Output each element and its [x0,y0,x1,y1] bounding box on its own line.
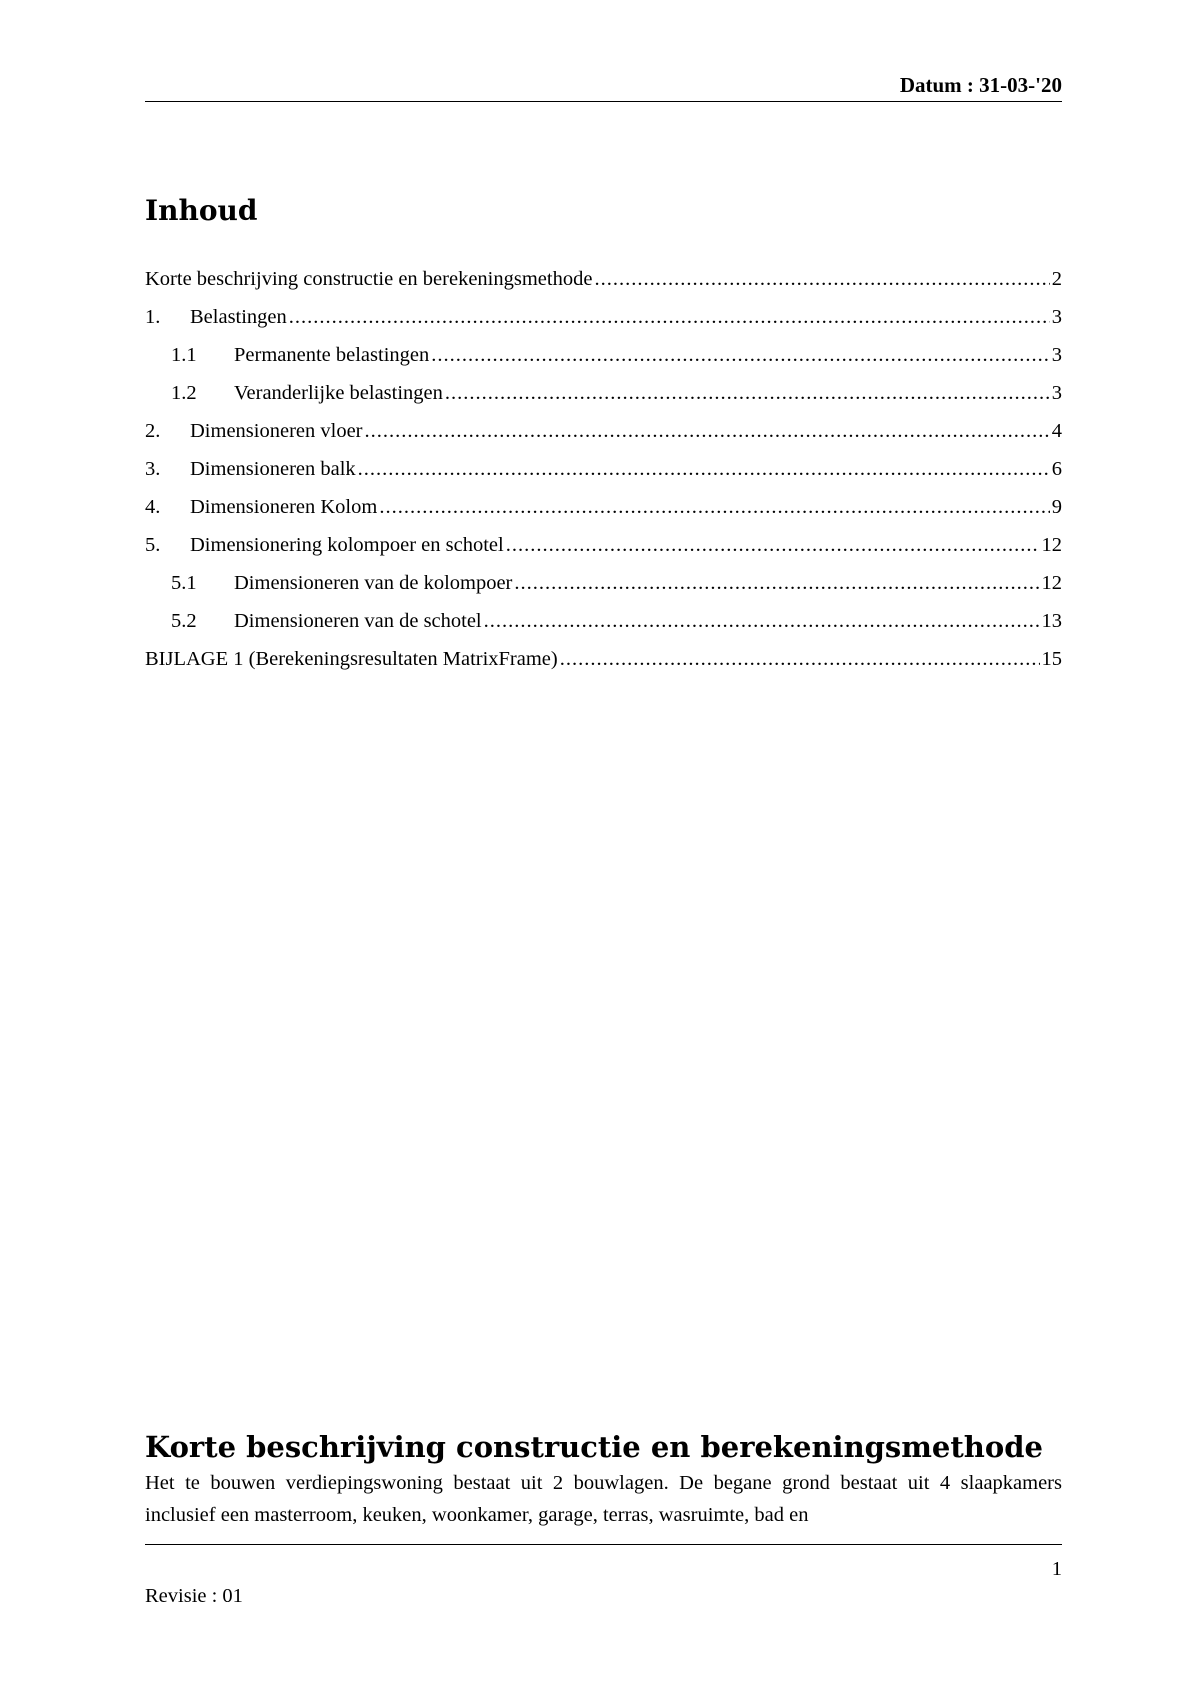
toc-entry-title: Permanente belastingen [234,344,430,366]
toc-heading: Inhoud [145,194,258,227]
toc-dot-leader [484,606,1040,636]
toc-entry[interactable] [145,492,1062,530]
toc-entry-number: 1. [145,306,161,328]
toc-entry[interactable] [145,378,1062,416]
toc-entry-number: 5.2 [171,610,197,632]
toc-entry-page: 3 [1051,306,1062,328]
toc-dot-leader [431,340,1049,370]
toc-entry[interactable] [145,606,1062,644]
toc-entry-number: 1.2 [171,382,197,404]
toc-entry[interactable] [145,264,1062,302]
table-of-contents [145,264,1062,682]
toc-entry[interactable] [145,340,1062,378]
toc-dot-leader [594,264,1049,294]
toc-entry-page: 4 [1051,420,1062,442]
toc-entry-page: 13 [1041,610,1062,632]
toc-dot-leader [514,568,1039,598]
toc-entry-page: 12 [1041,534,1062,556]
header-date: Datum : 31-03-'20 [899,73,1062,97]
toc-entry-title: Veranderlijke belastingen [234,382,443,404]
toc-dot-leader [445,378,1050,408]
footer-divider [145,1544,1062,1545]
toc-entry[interactable] [145,302,1062,340]
toc-dot-leader [506,530,1040,560]
toc-entry-page: 2 [1051,268,1062,290]
toc-entry-number: 4. [145,496,161,518]
toc-entry-number: 2. [145,420,161,442]
toc-entry-number: 5.1 [171,572,197,594]
section-body [145,1467,1062,1531]
toc-entry-page: 12 [1041,572,1062,594]
section-paragraph: Het te bouwen verdiepingswoning bestaat uit 2 bouwlagen. De begane grond bestaat uit 4 slaapkamers inclusief een masterroom, keuken, woonkamer, garage, terras, wasruimte, bad en [145,1472,1062,1526]
toc-entry-title: Korte beschrijving constructie en berekeningsmethode [145,268,593,290]
toc-entry-number: 1.1 [171,344,197,366]
toc-entry-page: 3 [1051,344,1062,366]
section-heading: Korte beschrijving constructie en berekeningsmethode [145,1430,1043,1464]
toc-entry-title: Dimensioneren van de kolompoer [234,572,513,594]
toc-entry-title: Dimensioneren Kolom [190,496,378,518]
toc-entry[interactable] [145,454,1062,492]
toc-entry-title: Dimensionering kolompoer en schotel [190,534,504,556]
toc-entry-title: Dimensioneren balk [190,458,356,480]
toc-entry-page: 15 [1041,648,1062,670]
toc-entry-title: Belastingen [190,306,287,328]
toc-entry-page: 6 [1051,458,1062,480]
toc-entry-number: 5. [145,534,161,556]
toc-entry[interactable] [145,416,1062,454]
toc-entry-page: 3 [1051,382,1062,404]
toc-entry-title: BIJLAGE 1 (Berekeningsresultaten MatrixFrame) [145,648,558,670]
footer-page-number: 1 [1051,1558,1062,1580]
toc-entry[interactable] [145,530,1062,568]
toc-dot-leader [289,302,1050,332]
toc-dot-leader [358,454,1050,484]
toc-entry-page: 9 [1051,496,1062,518]
toc-entry-title: Dimensioneren vloer [190,420,363,442]
header-divider [145,101,1062,102]
toc-entry[interactable] [145,568,1062,606]
toc-dot-leader [560,644,1040,674]
toc-entry-number: 3. [145,458,161,480]
toc-entry-title: Dimensioneren van de schotel [234,610,482,632]
footer-revision: Revisie : 01 [145,1585,243,1607]
toc-dot-leader [365,416,1050,446]
toc-dot-leader [379,492,1049,522]
toc-entry[interactable] [145,644,1062,682]
